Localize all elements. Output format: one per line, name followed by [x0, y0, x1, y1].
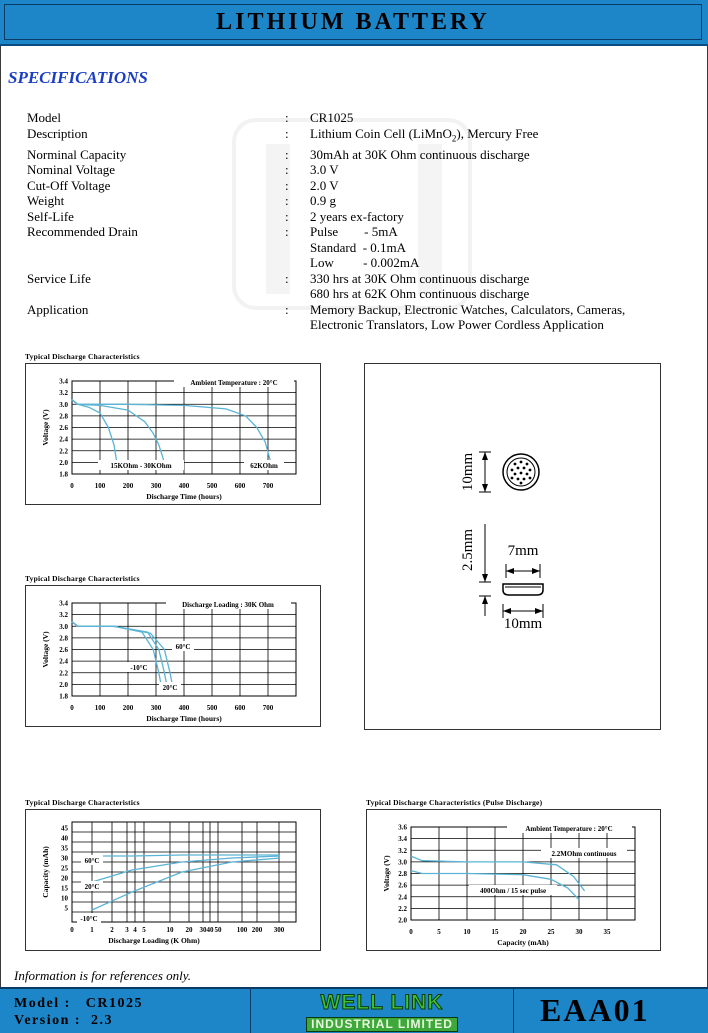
- spec-value-line: 3.0 V: [310, 162, 339, 178]
- dim-diameter-label: 10mm: [460, 452, 476, 492]
- chart-4-caption: Typical Discharge Characteristics (Pulse Discharge): [366, 798, 543, 807]
- x-tick-label: 0: [70, 704, 74, 712]
- series-label: 20°C: [84, 883, 100, 891]
- x-tick-label: 400: [178, 482, 190, 490]
- y-tick-label: 3.0: [59, 400, 68, 409]
- x-tick-label: 30: [199, 926, 207, 934]
- x-tick-label: 1: [90, 926, 94, 934]
- spec-value-line: Pulse - 5mA: [310, 224, 398, 240]
- spec-label: Norminal Capacity: [27, 146, 127, 162]
- model-label: Model :: [14, 996, 71, 1011]
- spec-colon: :: [285, 224, 289, 240]
- series-line: [72, 400, 164, 463]
- spec-label: Recommended Drain: [27, 224, 138, 240]
- y-tick-label: 2.0: [398, 916, 407, 925]
- spec-label: Self-Life: [27, 208, 74, 224]
- chart-1: [25, 363, 321, 505]
- document-code: EAA01: [540, 992, 650, 1028]
- series-line: [72, 400, 271, 463]
- y-tick-label: 2.2: [398, 904, 407, 913]
- spec-colon: :: [285, 301, 289, 317]
- spec-label: Cut-Off Voltage: [27, 177, 111, 193]
- x-tick-label: 25: [547, 928, 555, 936]
- annotation-text: Ambient Temperature : 20°C: [190, 379, 278, 387]
- spec-value-line: Low - 0.002mA: [310, 255, 420, 271]
- x-tick-label: 200: [122, 482, 134, 490]
- spec-label: Application: [27, 301, 89, 317]
- footer-model-info: [14, 995, 143, 1029]
- spec-label: Model: [27, 110, 61, 125]
- x-tick-label: 300: [150, 482, 162, 490]
- y-tick-label: 2.6: [398, 881, 407, 890]
- y-tick-label: 3.0: [398, 858, 407, 867]
- spec-value-line: CR1025: [310, 110, 354, 125]
- series-label: 2.2MOhm continuous: [551, 850, 617, 858]
- x-tick-label: 0: [70, 926, 74, 934]
- spec-colon: :: [285, 193, 289, 209]
- spec-value-line: Electronic Translators, Low Power Cordless Application: [310, 317, 604, 333]
- spec-value: [310, 178, 690, 194]
- coin-side-view: [503, 584, 543, 595]
- spec-row: [27, 110, 690, 126]
- x-tick-label: 40: [206, 926, 214, 934]
- spec-colon: :: [285, 125, 289, 141]
- x-tick-label: 5: [437, 928, 441, 936]
- spec-row: [27, 162, 690, 178]
- y-tick-label: 2.8: [59, 634, 68, 643]
- chart-4-svg: [367, 810, 662, 952]
- spec-value-line: 2.0 V: [310, 177, 339, 193]
- series-label: 60°C: [84, 857, 100, 865]
- y-tick-label: 3.0: [59, 622, 68, 631]
- spec-row: [27, 193, 690, 209]
- spec-value-line: 2 years ex-factory: [310, 208, 404, 224]
- y-tick-label: 2.4: [59, 657, 68, 666]
- spec-colon: :: [285, 208, 289, 224]
- x-tick-label: 500: [206, 482, 218, 490]
- y-tick-label: 3.2: [59, 611, 68, 620]
- spec-row: [27, 224, 690, 271]
- series-label: 15KOhm - 30KOhm: [110, 462, 172, 470]
- y-tick-label: 1.8: [59, 692, 68, 701]
- y-tick-label: 20: [61, 874, 68, 883]
- x-tick-label: 3: [125, 926, 129, 934]
- x-tick-label: 35: [603, 928, 611, 936]
- chart-1-svg: [26, 364, 322, 506]
- spec-row: [27, 178, 690, 194]
- y-tick-label: 2.8: [59, 412, 68, 421]
- y-tick-label: 30: [61, 854, 68, 863]
- spec-colon: :: [285, 177, 289, 193]
- x-tick-label: 500: [206, 704, 218, 712]
- y-tick-label: 25: [61, 864, 68, 873]
- y-tick-label: 2.0: [59, 458, 68, 467]
- page-title: LITHIUM BATTERY: [216, 9, 490, 35]
- spec-colon: :: [285, 270, 289, 286]
- series-label: -10°C: [130, 664, 148, 672]
- x-tick-label: 10: [463, 928, 471, 936]
- series-line: [72, 622, 167, 688]
- footer-note: Information is for references only.: [14, 968, 192, 983]
- y-axis-label: Voltage (V): [382, 855, 391, 892]
- series-label: 60°C: [175, 643, 191, 651]
- x-axis-label: Discharge Loading (K Ohm): [108, 936, 200, 945]
- x-tick-label: 2: [110, 926, 114, 934]
- title-bar: [0, 0, 708, 46]
- x-axis-label: Capacity (mAh): [497, 938, 549, 947]
- x-tick-label: 700: [262, 704, 274, 712]
- y-axis-label: Voltage (V): [41, 409, 50, 446]
- chart-4: [366, 809, 661, 951]
- y-tick-label: 3.4: [59, 377, 68, 386]
- spec-value: [310, 302, 690, 333]
- footer-bar: [0, 987, 708, 1033]
- model-value: CR1025: [85, 996, 143, 1011]
- series-line: [72, 622, 162, 688]
- spec-value: [310, 209, 690, 225]
- x-tick-label: 100: [236, 926, 248, 934]
- y-tick-label: 2.2: [59, 447, 68, 456]
- y-tick-label: 10: [61, 894, 68, 903]
- spec-row: [27, 271, 690, 302]
- spec-row: [27, 209, 690, 225]
- spec-value: [310, 271, 690, 302]
- spec-value: [310, 193, 690, 209]
- y-tick-label: 2.0: [59, 680, 68, 689]
- dim-bottom-label: 10mm: [503, 616, 543, 632]
- y-tick-label: 15: [61, 884, 68, 893]
- x-tick-label: 30: [575, 928, 583, 936]
- dim-top-label: 7mm: [507, 543, 539, 559]
- chart-1-caption: Typical Discharge Characteristics: [25, 352, 140, 361]
- logo-bottom-text: INDUSTRIAL LIMITED: [306, 1017, 458, 1032]
- series-label: 400Ohm / 15 sec pulse: [479, 887, 547, 895]
- y-tick-label: 45: [61, 824, 68, 833]
- y-tick-label: 2.2: [59, 669, 68, 678]
- y-tick-label: 2.6: [59, 646, 68, 654]
- dimension-drawing: [364, 363, 661, 730]
- series-line: [92, 855, 280, 856]
- y-tick-label: 2.6: [59, 424, 68, 432]
- spec-colon: :: [285, 162, 289, 178]
- x-tick-label: 400: [178, 704, 190, 712]
- spec-value-line: Standard - 0.1mA: [310, 239, 407, 255]
- spec-value: [310, 224, 690, 271]
- spec-colon: :: [285, 110, 289, 125]
- spec-row: [27, 302, 690, 333]
- dim-height-label: 2.5mm: [460, 528, 476, 572]
- chart-3: [25, 809, 321, 951]
- series-label: 20°C: [162, 684, 178, 692]
- spec-value-line: Memory Backup, Electronic Watches, Calculators, Cameras,: [310, 301, 626, 317]
- spec-value-line: 680 hrs at 62K Ohm continuous discharge: [310, 286, 530, 302]
- x-tick-label: 600: [234, 482, 246, 490]
- x-tick-label: 20: [519, 928, 527, 936]
- x-axis-label: Discharge Time (hours): [146, 492, 222, 501]
- spec-value-line: 30mAh at 30K Ohm continuous discharge: [310, 146, 530, 162]
- spec-value-line: Lithium Coin Cell (LiMnO$_2$), Mercury Free: [310, 125, 539, 144]
- y-tick-label: 2.8: [398, 870, 407, 878]
- series-line: [72, 400, 117, 463]
- x-axis-label: Discharge Time (hours): [146, 714, 222, 723]
- logo-top-text: WELL LINK: [320, 991, 444, 1014]
- spec-value: [310, 126, 690, 147]
- spec-label: Description: [27, 125, 88, 141]
- title-box: [4, 4, 702, 40]
- y-axis-label: Voltage (V): [41, 631, 50, 668]
- version-value: 2.3: [91, 1013, 114, 1028]
- spec-colon: :: [285, 146, 289, 162]
- spec-value: [310, 162, 690, 178]
- x-tick-label: 0: [409, 928, 413, 936]
- chart-2-svg: [26, 586, 322, 728]
- spec-row: [27, 126, 690, 147]
- chart-3-caption: Typical Discharge Characteristics: [25, 798, 140, 807]
- x-tick-label: 100: [94, 482, 106, 490]
- chart-2: [25, 585, 321, 727]
- specifications-heading: SPECIFICATIONS: [8, 68, 148, 87]
- y-tick-label: 3.6: [398, 823, 407, 832]
- annotation-text: Ambient Temperature : 20°C: [525, 825, 613, 833]
- x-tick-label: 300: [273, 926, 285, 934]
- chart-2-caption: Typical Discharge Characteristics: [25, 574, 140, 583]
- dimension-svg: [365, 364, 662, 731]
- x-tick-label: 700: [262, 482, 274, 490]
- y-tick-label: 3.4: [398, 835, 407, 844]
- chart-3-svg: [26, 810, 322, 952]
- y-tick-label: 40: [61, 834, 68, 843]
- y-tick-label: 5: [64, 904, 68, 913]
- x-tick-label: 200: [122, 704, 134, 712]
- x-tick-label: 10: [166, 926, 174, 934]
- x-tick-label: 100: [94, 704, 106, 712]
- annotation-text: Discharge Loading : 30K Ohm: [182, 601, 274, 609]
- spec-row: [27, 147, 690, 163]
- x-tick-label: 200: [251, 926, 263, 934]
- spec-value: [310, 110, 690, 126]
- spec-value: [310, 147, 690, 163]
- y-axis-label: Capacity (mAh): [41, 846, 50, 898]
- spec-label: Service Life: [27, 270, 91, 286]
- x-tick-label: 20: [185, 926, 193, 934]
- x-tick-label: 4: [133, 926, 137, 934]
- spec-value-line: 330 hrs at 30K Ohm continuous discharge: [310, 270, 530, 286]
- x-tick-label: 50: [214, 926, 222, 934]
- x-tick-label: 0: [70, 482, 74, 490]
- series-label: -10°C: [80, 915, 98, 923]
- y-tick-label: 3.4: [59, 599, 68, 608]
- y-tick-label: 35: [61, 844, 68, 853]
- spec-value-line: 0.9 g: [310, 193, 336, 209]
- series-label: 62KOhm: [250, 462, 278, 470]
- y-tick-label: 3.2: [398, 846, 407, 855]
- x-tick-label: 5: [142, 926, 146, 934]
- spec-label: Weight: [27, 193, 65, 209]
- series-line: [72, 622, 173, 688]
- y-tick-label: 3.2: [59, 389, 68, 398]
- specifications-table: [27, 110, 690, 333]
- y-tick-label: 2.4: [398, 893, 407, 902]
- x-tick-label: 15: [491, 928, 499, 936]
- x-tick-label: 600: [234, 704, 246, 712]
- y-tick-label: 1.8: [59, 470, 68, 479]
- y-tick-label: 2.4: [59, 435, 68, 444]
- company-logo: [250, 989, 514, 1033]
- version-label: Version :: [14, 1013, 82, 1028]
- x-tick-label: 300: [150, 704, 162, 712]
- spec-label: Nominal Voltage: [27, 162, 115, 178]
